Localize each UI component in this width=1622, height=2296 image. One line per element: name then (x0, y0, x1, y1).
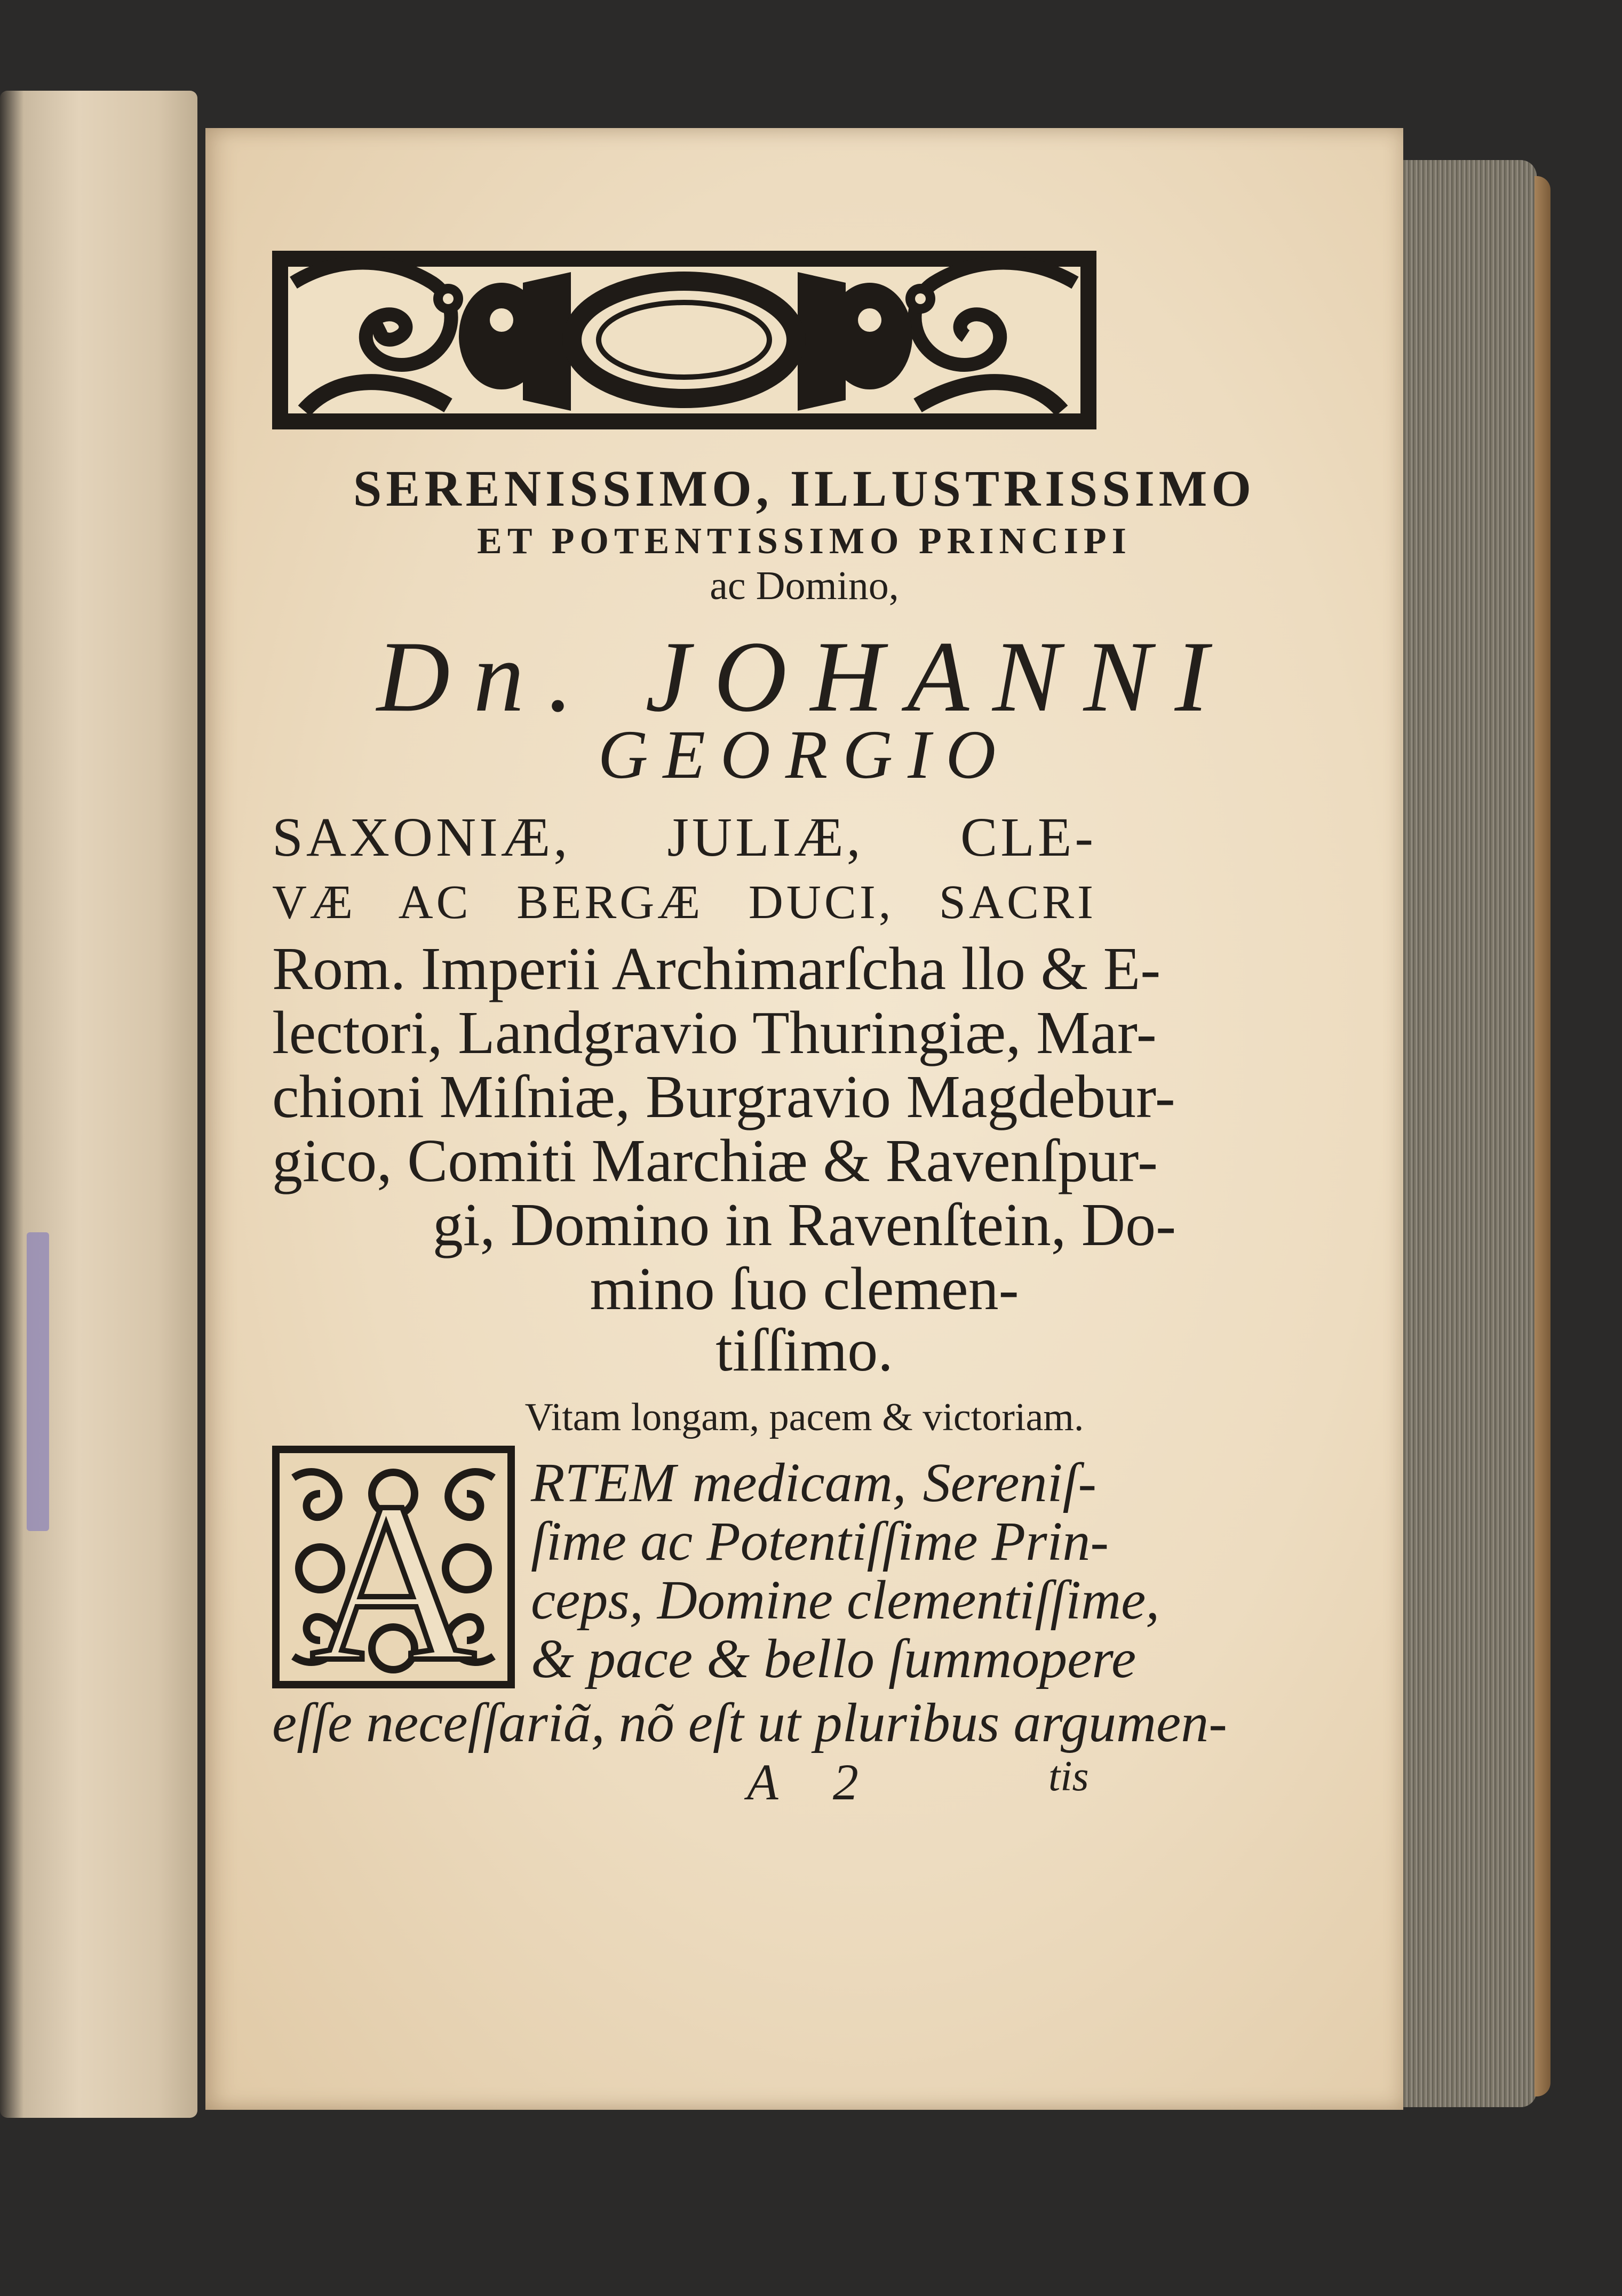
dedication-line: ceps, Domine clementiſſime, (531, 1569, 1160, 1631)
heading-line-1: SERENISSIMO, ILLUSTRISSIMO (353, 460, 1256, 517)
dedicatee-name-2: GEORGIO (598, 716, 1011, 793)
title-line: chioni Miſniæ, Burgravio Magdebur- (272, 1063, 1175, 1130)
title-line: gico, Comiti Marchiæ & Ravenſpur- (272, 1127, 1158, 1194)
title-line: lectori, Landgravio Thuringiæ, Mar- (272, 999, 1157, 1066)
binding-rim (1534, 176, 1551, 2096)
heading-line-2: ET POTENTISSIMO PRINCIPI (477, 521, 1132, 562)
purple-tab-marker (27, 1232, 49, 1531)
dedication-line: & pace & bello ſummopere (531, 1628, 1136, 1689)
title-line: mino ſuo clemen- (590, 1255, 1019, 1322)
signature-mark: A 2 (747, 1753, 880, 1811)
title-line: SAXONIÆ, JULIÆ, CLE- (272, 807, 1096, 868)
initial-letter: A (310, 1455, 476, 1688)
left-page-edge (0, 91, 197, 2118)
motto: Vitam longam, pacem & victoriam. (524, 1396, 1084, 1439)
dedication-line: RTEM medicam, Sereniſ- (531, 1452, 1096, 1513)
woodcut-headpiece (272, 251, 1096, 429)
book-page (205, 128, 1403, 2110)
title-line: VÆ AC BERGÆ DUCI, SACRI (272, 876, 1096, 929)
heading-line-3: ac Domino, (710, 563, 899, 608)
dedicatee-name: Dn. JOHANNI (377, 621, 1232, 733)
title-line: Rom. Imperii Archimarſcha llo & E- (272, 935, 1161, 1002)
title-line: tiſſimo. (715, 1316, 893, 1384)
decorated-initial (272, 1446, 515, 1688)
dedication-line: ſime ac Potentiſſime Prin- (531, 1511, 1109, 1572)
catchword: tis (1048, 1753, 1089, 1800)
dedication-line: eſſe neceſſariã, nõ eſt ut pluribus argumen- (272, 1692, 1227, 1753)
title-line: gi, Domino in Ravenſtein, Do- (432, 1191, 1176, 1258)
